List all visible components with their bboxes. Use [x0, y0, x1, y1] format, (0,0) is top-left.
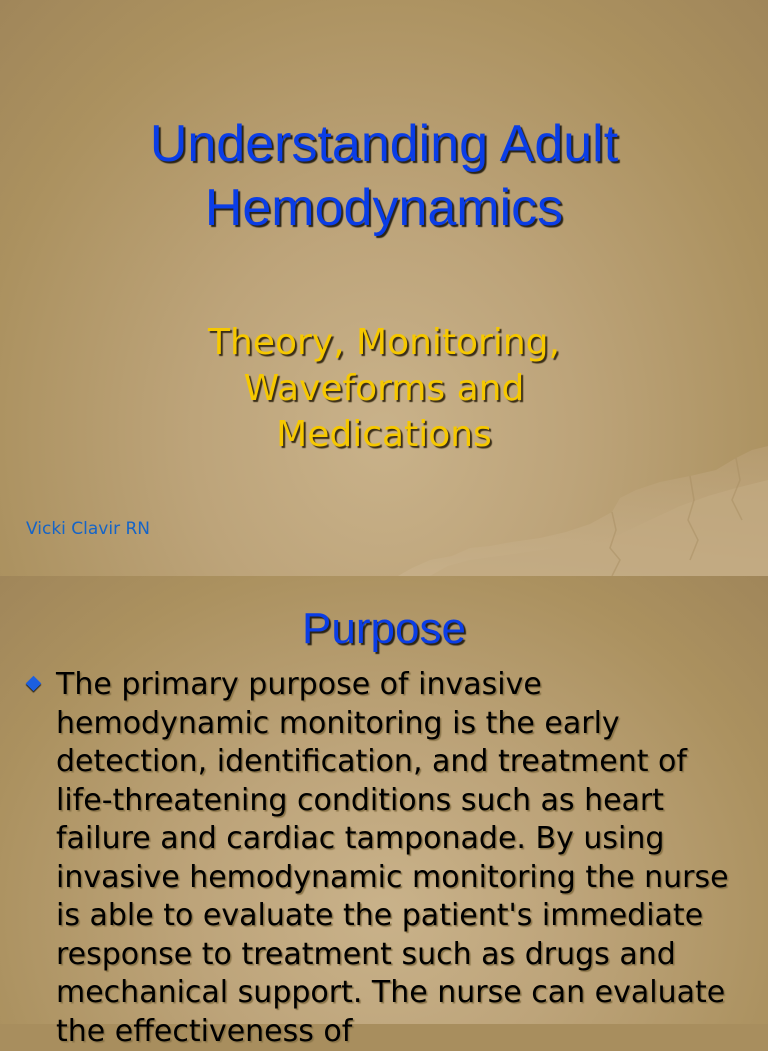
bullet-item [26, 666, 746, 1051]
slide-subtitle-line: Waveforms and [243, 368, 525, 409]
purpose-slide [0, 576, 768, 1049]
bullet-list [26, 666, 746, 1051]
slide-title-line: Understanding Adult [149, 115, 619, 173]
slide-title: Purpose [302, 604, 466, 653]
bullet-text: The primary purpose of invasive hemodynamic monitoring is the early detection, identification, and treatment of life-threatening conditions such as heart failure and cardiac tamponade. By using invasive hemodynamic monitoring the nurse is able to evaluate the patient's immediate response to treatment such as drugs and mechanical support. The nurse can evaluate the effectiveness of [56, 667, 729, 1049]
slide-subtitle-line: Medications [276, 414, 492, 455]
slide-subtitle-line: Theory, Monitoring, [208, 322, 560, 363]
slide-title [0, 112, 768, 240]
diamond-bullet-icon [26, 676, 42, 692]
slide-subtitle [0, 320, 768, 458]
author-name: Vicki Clavir RN [26, 519, 151, 539]
slide-title-line: Hemodynamics [204, 179, 564, 237]
